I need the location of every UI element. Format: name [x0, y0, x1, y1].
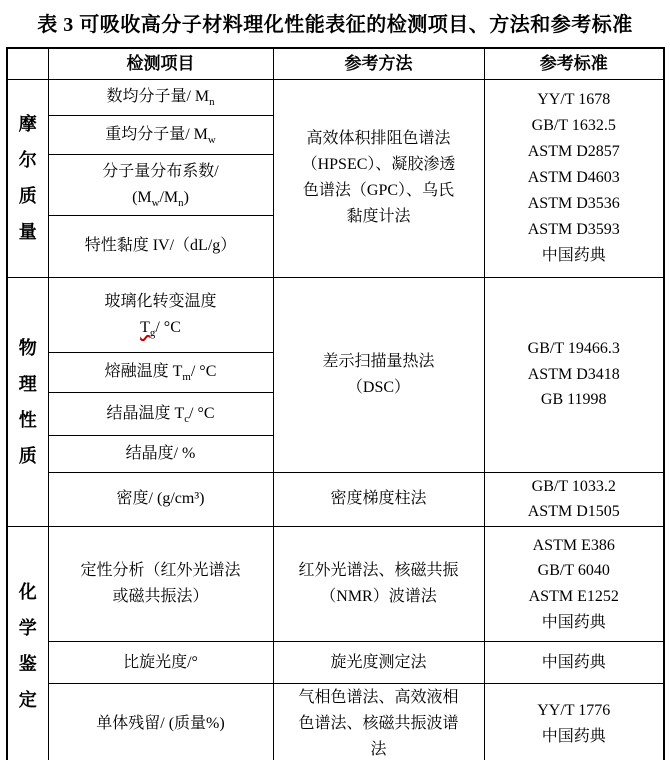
item-cell: 特性黏度 IV/（dL/g）: [48, 215, 273, 277]
spellcheck-squiggle: $T_g$: [140, 318, 156, 339]
item-cell: 熔融温度 $T_m/$ °C: [48, 352, 273, 392]
row-monomer-residue: [7, 684, 664, 760]
item-cell: 玻璃化转变温度 $T_g/$ °C: [48, 277, 273, 352]
standard-cell: GB/T 1033.2 ASTM D1505: [484, 472, 664, 527]
header-row: [7, 48, 664, 79]
row-qualitative-analysis: [7, 527, 664, 642]
item-cell: 比旋光度/°: [48, 642, 273, 684]
method-cell: 红外光谱法、核磁共振 （NMR）波谱法: [273, 527, 484, 642]
item-cell: 定性分析（红外光谱法 或磁共振法）: [48, 527, 273, 642]
method-cell: 高效体积排阻色谱法 （HPSEC）、凝胶渗透 色谱法（GPC）、乌氏 黏度计法: [273, 79, 484, 277]
method-cell: 差示扫描量热法 （DSC）: [273, 277, 484, 472]
column-header-standard: 参考标准: [484, 48, 664, 79]
group-cell-molar-mass: 摩 尔 质 量: [7, 79, 48, 277]
item-cell: 重均分子量/ $M_w$: [48, 115, 273, 154]
method-cell: 密度梯度柱法: [273, 472, 484, 527]
item-cell: 结晶温度 $T_c/$ °C: [48, 392, 273, 435]
standard-cell: YY/T 1678 GB/T 1632.5 ASTM D2857 ASTM D4603 ASTM D3536 ASTM D3593 中国药典: [484, 79, 664, 277]
item-cell: 分子量分布系数/ $(M_w/M_n)$: [48, 154, 273, 215]
table-title: 表 3 可吸收高分子材料理化性能表征的检测项目、方法和参考标准: [37, 14, 633, 36]
method-cell: 旋光度测定法: [273, 642, 484, 684]
standard-cell: 中国药典: [484, 642, 664, 684]
column-header-item: 检测项目: [48, 48, 273, 79]
row-number-avg-mw: [7, 79, 664, 115]
method-cell: 气相色谱法、高效液相 色谱法、核磁共振波谱 法: [273, 684, 484, 760]
column-header-group: [7, 48, 48, 79]
group-cell-physical-properties: 物 理 性 质: [7, 277, 48, 527]
row-glass-transition: [7, 277, 664, 352]
item-cell: 单体残留/ (质量%): [48, 684, 273, 760]
column-header-method: 参考方法: [273, 48, 484, 79]
item-cell: 结晶度/ %: [48, 435, 273, 472]
row-specific-optical-rotation: [7, 642, 664, 684]
standard-cell: GB/T 19466.3 ASTM D3418 GB 11998: [484, 277, 664, 472]
standard-cell: YY/T 1776 中国药典: [484, 684, 664, 760]
item-cell: 密度/ (g/cm³): [48, 472, 273, 527]
row-density: [7, 472, 664, 527]
item-cell: 数均分子量/ $M_n$: [48, 79, 273, 115]
characterization-table: [6, 47, 665, 760]
group-cell-chemical-identification: 化 学 鉴 定: [7, 527, 48, 760]
standard-cell: ASTM E386 GB/T 6040 ASTM E1252 中国药典: [484, 527, 664, 642]
